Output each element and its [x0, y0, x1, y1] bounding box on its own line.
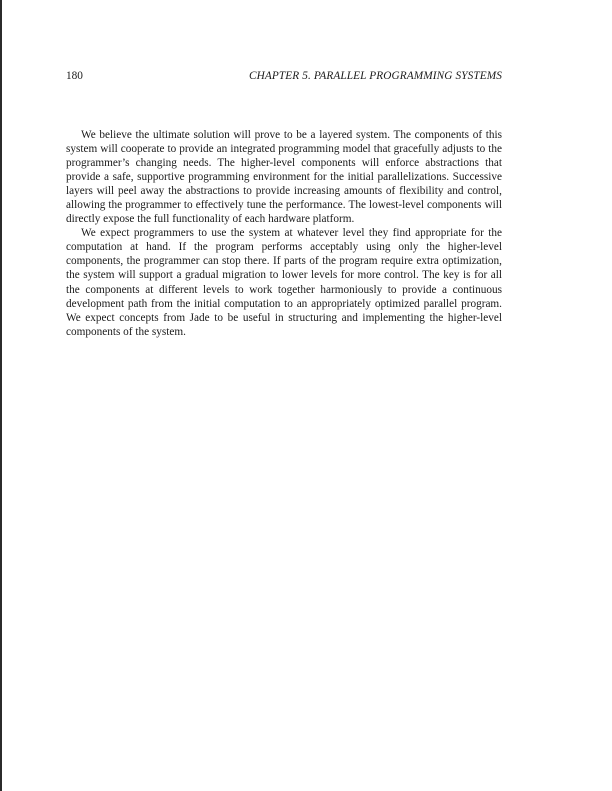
paragraph-1: We believe the ultimate solution will prove to be a layered system. The components of this system will cooperate to provide an integrated programming model that gracefully adjusts to the programmer’s changing needs. The higher-level components will enforce abstractions that provide a safe, supportive programming environment for the initial parallelizations. Successive layers will peel away the abstractions to provide increasing amounts of flexibility and control, allowing the programmer to effectively tune the performance. The lowest-level components will directly expose the full functionality of each hardware platform.: [66, 129, 502, 226]
body-text: [66, 128, 502, 339]
page-number: 180: [66, 70, 83, 82]
running-header: [66, 68, 502, 84]
chapter-title: CHAPTER 5. PARALLEL PROGRAMMING SYSTEMS: [249, 70, 502, 82]
paragraph-2: We expect programmers to use the system at whatever level they find appropriate for the computation at hand. If the program performs acceptably using only the higher-level components, the programmer can stop there. If parts of the program require extra optimization, the system will support a gradual migration to lower levels for more control. The key is for all the components at different levels to work together harmoniously to provide a continuous development path from the initial computation to an appropriately optimized parallel program. We expect concepts from Jade to be useful in structuring and implementing the higher-level components of the system.: [66, 227, 502, 338]
page-edge-rule: [0, 0, 2, 791]
